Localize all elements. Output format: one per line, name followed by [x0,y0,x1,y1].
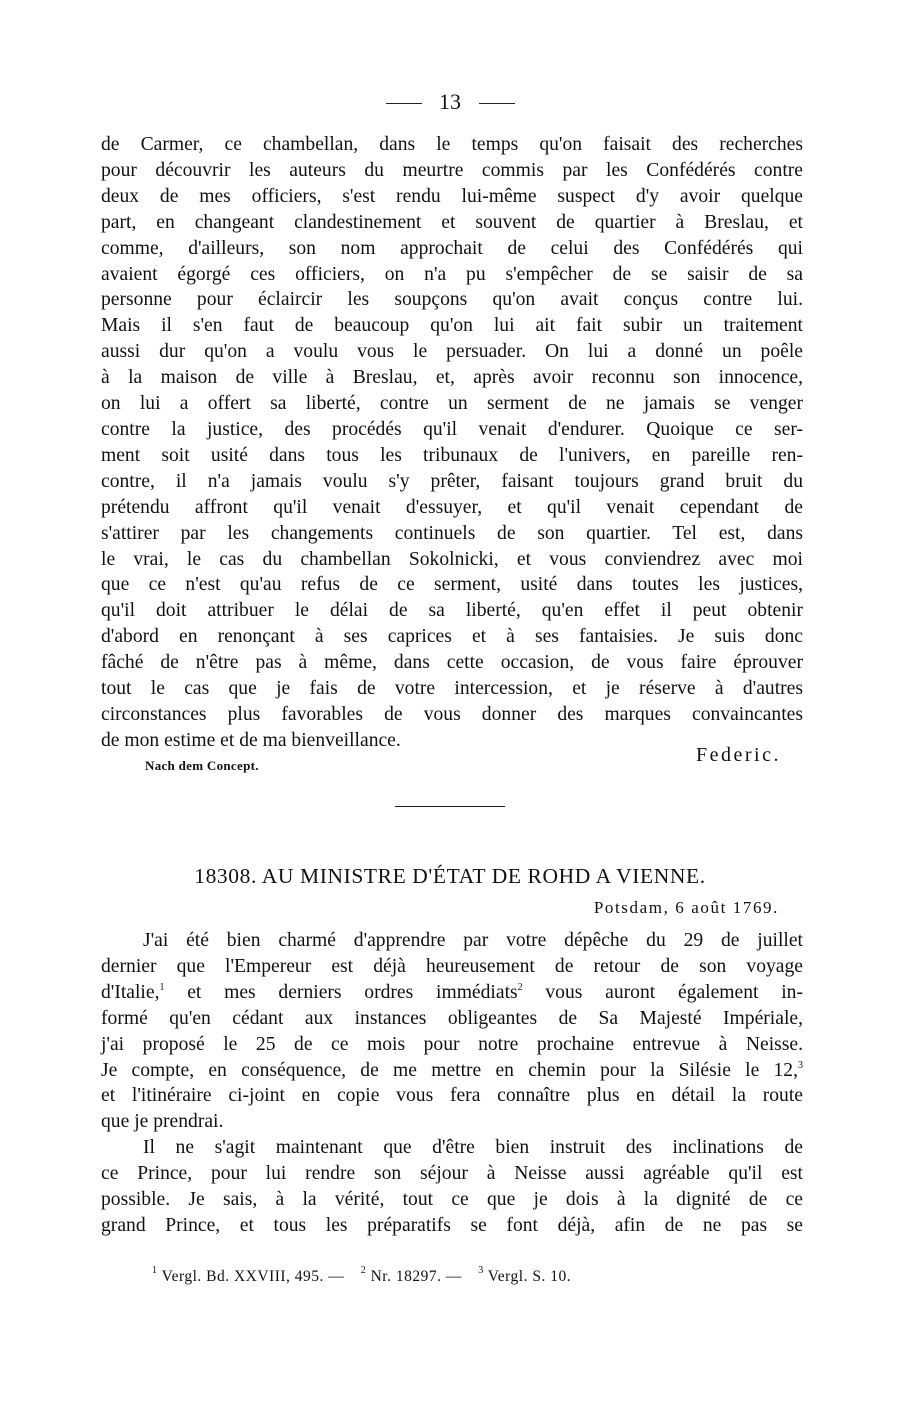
text-line: comme, d'ailleurs, son nom approchait de celui des Confédérés qui [101,237,803,259]
text-line: circonstances plus favorables de vous donner des marques convaincantes [101,703,803,725]
text-line: grand Prince, et tous les préparatifs se font déjà, afin de ne pas se [101,1214,803,1236]
letter-1-body [101,132,803,754]
page-number: 13 [439,89,461,114]
text-line: et l'itinéraire ci-joint en copie vous fera connaître plus en détail la route [101,1085,803,1107]
footnote-ref: 1 [159,981,165,993]
footnote-text: Vergl. S. 10. [487,1268,572,1285]
text-line: on lui a offert sa liberté, contre un serment de ne jamais se venger [101,393,803,415]
text-line: ce Prince, pour lui rendre son séjour à Neisse aussi agréable qu'il est [101,1163,803,1185]
text-line: qu'il doit attribuer le délai de sa liberté, qu'en effet il peut obtenir [101,600,803,622]
text-line: formé qu'en cédant aux instances obligeantes de Sa Majesté Impériale, [101,1007,803,1029]
letter-2-body [101,928,803,1239]
text-segment: Il ne s'agit maintenant que d'être bien instruit des inclinations de [143,1137,803,1159]
text-line: personne pour éclaircir les soupçons qu'on avait conçus contre lui. [101,289,803,311]
text-line: j'ai proposé le 25 de ce mois pour notre prochaine entrevue à Neisse. [101,1033,803,1055]
footnotes [152,1265,583,1286]
text-segment: Je compte, en conséquence, de me mettre en chemin pour la Silésie le 12, [101,1059,798,1081]
dateline: Potsdam, 6 août 1769. [593,898,779,917]
text-line [101,1135,803,1161]
footnote [360,1265,462,1285]
footnote-mark: 2 [360,1265,367,1276]
footnote-text: Nr. 18297. — [370,1268,462,1285]
page-header [0,90,900,114]
text-line: aussi dur qu'on a voulu vous le persuader. On lui a donné un poêle [101,341,803,363]
section-separator [395,806,505,807]
text-segment: J'ai été bien charmé d'apprendre par votre dépêche du 29 de juillet [143,930,803,951]
text-segment: d'Italie, [101,981,160,1003]
header-dash-left [386,103,422,104]
text-line: possible. Je sais, à la vérité, tout ce que je dois à la dignité de ce [101,1189,803,1211]
footnote-text: Vergl. Bd. XXVIII, 495. — [161,1268,345,1285]
footnote-mark: 1 [152,1265,158,1276]
text-line: prétendu affront qu'il venait d'essuyer, et qu'il venait cependant de [101,496,803,518]
header-dash-right [479,103,515,104]
text-line [101,1058,803,1084]
footnote-ref: 2 [517,981,523,993]
text-line [101,980,803,1006]
text-segment: et mes derniers ordres immédiats [164,981,518,1003]
signature: Federic. [696,744,781,766]
footnote-ref: 3 [798,1059,803,1071]
footnote [478,1265,572,1285]
text-line: à la maison de ville à Breslau, et, après avoir reconnu son innocence, [101,367,803,389]
text-line: que je prendrai. [101,1111,224,1133]
text-line [101,928,803,954]
text-line: fâché de n'être pas à même, dans cette occasion, de vous faire éprouver [101,652,803,674]
footnote [152,1265,345,1285]
text-line: d'abord en renonçant à ses caprices et à ses fantaisies. Je suis donc [101,626,803,648]
text-line: de Carmer, ce chambellan, dans le temps qu'on faisait des recherches [101,134,803,155]
text-line: ment soit usité dans tous les tribunaux de l'univers, en pareille ren- [101,444,803,466]
text-line: Mais il s'en faut de beaucoup qu'on lui ait fait subir un traitement [101,315,803,337]
text-line: contre, il n'a jamais voulu s'y prêter, faisant toujours grand bruit du [101,470,803,492]
text-line: avaient égorgé ces officiers, on n'a pu s'empêcher de se saisir de sa [101,263,803,285]
footnote-mark: 3 [478,1265,484,1276]
text-line: deux de mes officiers, s'est rendu lui-même suspect d'y avoir quelque [101,185,803,207]
text-line: le vrai, le cas du chambellan Sokolnicki, et vous conviendrez avec moi [101,548,803,570]
letter-number: 18308. [194,864,257,888]
text-line: pour découvrir les auteurs du meurtre commis par les Confédérés contre [101,159,803,181]
text-line: s'attirer par les changements continuels de son quartier. Tel est, dans [101,522,803,544]
text-line: tout le cas que je fais de votre intercession, et je réserve à d'autres [101,678,803,700]
text-line: part, en changeant clandestinement et souvent de quartier à Breslau, et [101,211,803,233]
source-note: Nach dem Concept. [145,758,259,773]
text-line: contre la justice, des procédés qu'il venait d'endurer. Quoique ce ser- [101,418,803,440]
text-line: dernier que l'Empereur est déjà heureusement de retour de son voyage [101,955,803,977]
text-line: que ce n'est qu'au refus de ce serment, usité dans toutes les justices, [101,574,803,596]
letter-heading [0,864,900,889]
text-segment: vous auront également in- [522,981,803,1003]
text-line: de mon estime et de ma bienveillance. [101,729,401,751]
letter-title: AU MINISTRE D'ÉTAT DE ROHD A VIENNE. [261,864,706,888]
